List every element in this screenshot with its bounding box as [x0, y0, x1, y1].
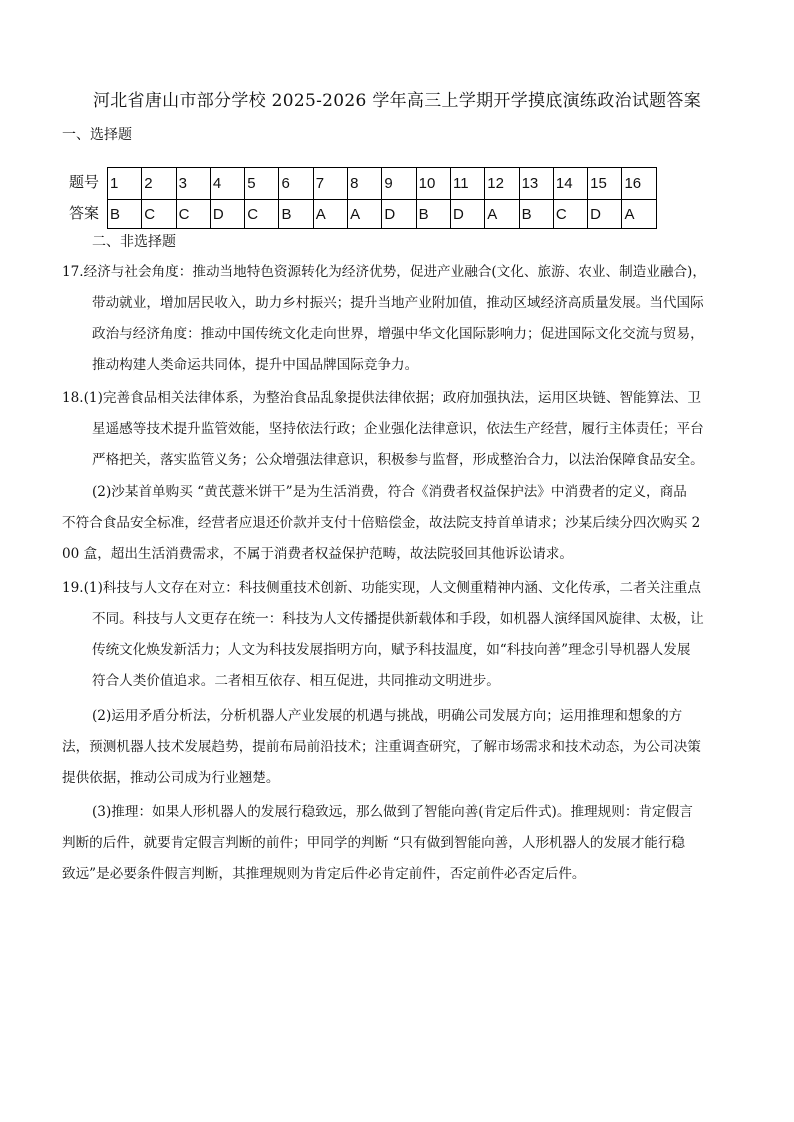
- table-row-label-answer: 答案: [69, 204, 100, 222]
- answer-cell: B: [108, 200, 142, 229]
- question-number: 11: [450, 168, 484, 200]
- text-line: 星遥感等技术提升监管效能，坚持依法行政；企业强化法律意识，依法生产经营，履行主体责任；平台: [92, 421, 704, 437]
- question-number: 4: [210, 168, 244, 200]
- text-line: 推动构建人类命运共同体，提升中国品牌国际竞争力。: [92, 357, 419, 373]
- answer-18-part-1: [62, 383, 722, 476]
- answer-cell: C: [245, 200, 279, 229]
- question-number: 14: [553, 168, 587, 200]
- text-line: 不同。科技与人文更存在统一：科技为人文传播提供新载体和手段，如机器人演绎国风旋律、太极，让: [92, 611, 704, 627]
- question-number: 15: [588, 168, 622, 200]
- answer-cell: C: [553, 200, 587, 229]
- question-number: 13: [519, 168, 553, 200]
- answer-cell: C: [142, 200, 176, 229]
- text-line: (3)推理：如果人形机器人的发展行稳致远，那么做到了智能向善(肯定后件式)。推理规则：肯定假言: [92, 804, 693, 820]
- text-line: 判断的后件，就要肯定假言判断的前件；甲同学的判断 “只有做到智能向善，人形机器人的发展才能行稳: [62, 835, 685, 851]
- text-line: 17.经济与社会角度：推动当地特色资源转化为经济优势，促进产业融合(文化、旅游、农业、制造业融合)，: [62, 264, 706, 280]
- text-line: 严格把关，落实监管义务；公众增强法律意识，积极参与监督，形成整治合力，以法治保障食品安全。: [92, 452, 704, 468]
- page-title: 河北省唐山市部分学校 2025-2026 学年高三上学期开学摸底演练政治试题答案: [92, 91, 702, 111]
- answer-19-part-2: [62, 701, 722, 794]
- question-number: 10: [416, 168, 450, 200]
- answer-cell: A: [485, 200, 519, 229]
- question-number: 7: [313, 168, 347, 200]
- answer-17: [62, 257, 722, 381]
- question-number: 9: [382, 168, 416, 200]
- answer-19-part-3: [62, 797, 722, 890]
- answer-table: [107, 167, 657, 229]
- answer-cell: A: [313, 200, 347, 229]
- question-number: 2: [142, 168, 176, 200]
- text-line: 致远”是必要条件假言判断，其推理规则为肯定后件必肯定前件，否定前件必否定后件。: [62, 866, 586, 882]
- question-number: 8: [348, 168, 382, 200]
- answer-cell: A: [622, 200, 656, 229]
- answer-18-part-2: [62, 477, 722, 570]
- table-row-answers: [108, 200, 657, 229]
- text-line: 提供依据，推动公司成为行业翘楚。: [62, 770, 280, 786]
- text-line: 传统文化焕发新活力；人文为科技发展指明方向，赋予科技温度，如“科技向善”理念引导机器人发展: [92, 642, 691, 658]
- question-number: 6: [279, 168, 313, 200]
- text-line: 19.(1)科技与人文存在对立：科技侧重技术创新、功能实现，人文侧重精神内涵、文化传承，二者关注重点: [62, 580, 701, 596]
- answer-cell: D: [210, 200, 244, 229]
- answer-cell: B: [279, 200, 313, 229]
- question-number: 3: [176, 168, 210, 200]
- text-line: 带动就业，增加居民收入，助力乡村振兴；提升当地产业附加值，推动区域经济高质量发展。当代国际: [92, 295, 704, 311]
- text-line: (2)沙某首单购买 “黄芪薏米饼干”是为生活消费，符合《消费者权益保护法》中消费者的定义，商品: [92, 484, 687, 500]
- text-line: 符合人类价值追求。二者相互依存、相互促进，共同推动文明进步。: [92, 673, 500, 689]
- section-heading-choice: 一、选择题: [62, 127, 132, 143]
- text-line: 不符合食品安全标准，经营者应退还价款并支付十倍赔偿金，故法院支持首单请求；沙某后续分四次购买 2: [62, 515, 701, 531]
- question-number: 16: [622, 168, 656, 200]
- question-number: 1: [108, 168, 142, 200]
- answer-cell: D: [450, 200, 484, 229]
- answer-cell: A: [348, 200, 382, 229]
- table-row-numbers: [108, 168, 657, 200]
- text-line: 法，预测机器人技术发展趋势，提前布局前沿技术；注重调查研究，了解市场需求和技术动态，为公司决策: [62, 739, 701, 755]
- answer-cell: B: [416, 200, 450, 229]
- answer-cell: B: [519, 200, 553, 229]
- answer-cell: D: [382, 200, 416, 229]
- answer-19-part-1: [62, 573, 722, 697]
- table-row-label-number: 题号: [69, 173, 100, 191]
- text-line: 18.(1)完善食品相关法律体系，为整治食品乱象提供法律依据；政府加强执法，运用区块链、智能算法、卫: [62, 390, 701, 406]
- section-heading-nonchoice: 二、非选择题: [92, 234, 176, 250]
- answer-cell: D: [588, 200, 622, 229]
- question-number: 5: [245, 168, 279, 200]
- text-line: 00 盒，超出生活消费需求，不属于消费者权益保护范畴，故法院驳回其他诉讼请求。: [62, 546, 573, 562]
- question-number: 12: [485, 168, 519, 200]
- text-line: (2)运用矛盾分析法，分析机器人产业发展的机遇与挑战，明确公司发展方向；运用推理和想象的方: [92, 708, 683, 724]
- text-line: 政治与经济角度：推动中国传统文化走向世界，增强中华文化国际影响力；促进国际文化交流与贸易，: [92, 326, 704, 342]
- answer-cell: C: [176, 200, 210, 229]
